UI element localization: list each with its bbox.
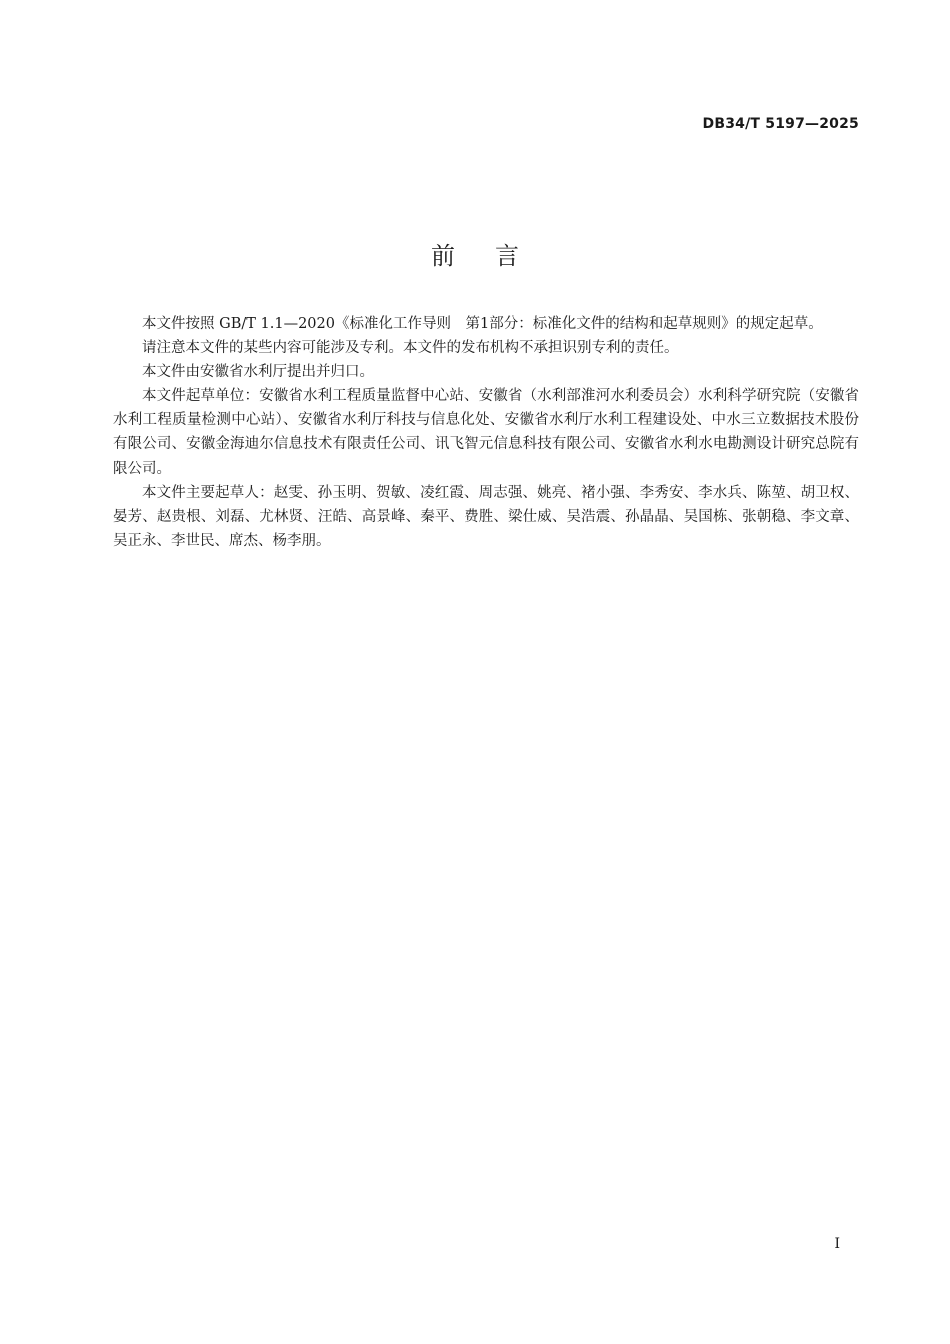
paragraph-drafting-units: 本文件起草单位：安徽省水利工程质量监督中心站、安徽省（水利部淮河水利委员会）水利科学研究院（安徽省水利工程质量检测中心站）、安徽省水利厅科技与信息化处、安徽省水利厅水利工程建设处、中水三立数据技术股份有限公司、安徽金海迪尔信息技术有限责任公司、讯飞智元信息科技有限公司、安徽省水利水电勘测设计研究总院有限公司。 xyxy=(113,388,859,477)
page-title: 前言 xyxy=(431,242,559,270)
paragraph-proposer: 本文件由安徽省水利厅提出并归口。 xyxy=(142,364,374,381)
paragraph-drafting-rules: 本文件按照 GB/T 1.1—2020《标准化工作导则 第1部分：标准化文件的结构和起草规则》的规定起草。 xyxy=(142,316,823,332)
foreword-body xyxy=(113,312,859,553)
document-code: DB34/T 5197—2025 xyxy=(702,116,859,132)
paragraph-drafters: 本文件主要起草人：赵雯、孙玉明、贺敏、凌红霞、周志强、姚亮、褚小强、李秀安、李水兵、陈堃、胡卫权、晏芳、赵贵根、刘磊、尤林贤、汪皓、高景峰、秦平、费胜、梁仕威、吴浩震、孙晶晶、吴国栋、张朝稳、李文章、吴正永、李世民、席杰、杨李朋。 xyxy=(113,484,859,549)
paragraph-patent-notice: 请注意本文件的某些内容可能涉及专利。本文件的发布机构不承担识别专利的责任。 xyxy=(142,340,679,357)
page-number: I xyxy=(834,1236,840,1252)
